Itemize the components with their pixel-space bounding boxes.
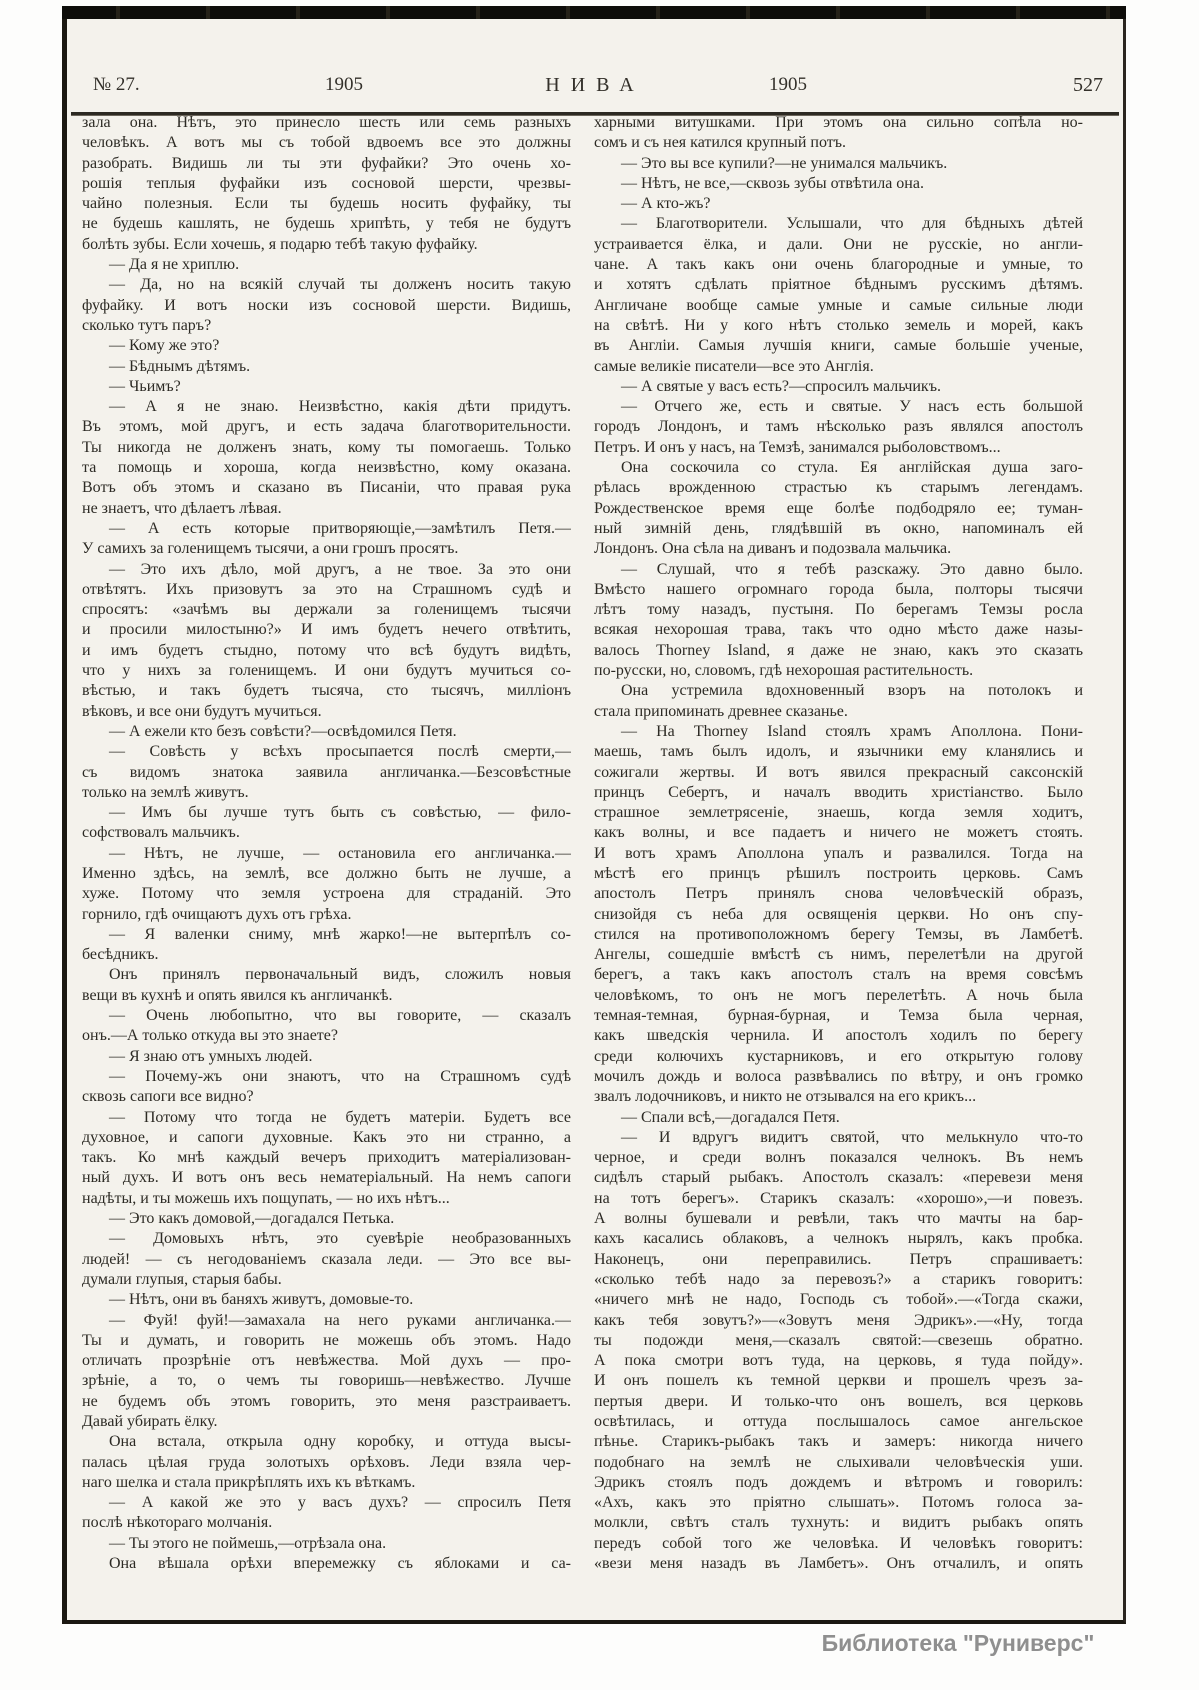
text-line: маешь, тамъ былъ идолъ, и язычники ему кланялись и bbox=[594, 743, 1083, 761]
text-line: пѣнье. Старикъ-рыбакъ такъ и замеръ: никогда ничего bbox=[594, 1433, 1083, 1451]
text-line: снизойдя съ неба для освященія церкви. Но онъ спу- bbox=[594, 905, 1083, 923]
text-line: — Я знаю отъ умныхъ людей. bbox=[109, 1047, 313, 1065]
paragraph bbox=[594, 174, 1083, 194]
text-line: горнило, гдѣ очищаютъ духъ отъ грѣха. bbox=[82, 905, 352, 923]
text-line: черное, и среди волнъ показался челнокъ. Въ немъ bbox=[594, 1149, 1083, 1167]
text-line: спросятъ: «зачѣмъ вы держали за голенищемъ тысячи bbox=[82, 601, 571, 619]
issue-number: № 27. bbox=[93, 74, 140, 95]
text-line: не будемъ объ этомъ говорить, это меня разстраиваетъ. bbox=[82, 1392, 571, 1410]
text-line: сидѣлъ старый рыбакъ. Апостолъ сказалъ: «перевези меня bbox=[594, 1169, 1083, 1187]
paragraph bbox=[82, 357, 571, 377]
paragraph bbox=[82, 377, 571, 397]
paragraph bbox=[82, 336, 571, 356]
text-line: Лондонъ. Она сѣла на диванъ и подозвала мальчика. bbox=[594, 540, 952, 558]
text-line: человѣкомъ, то онъ не могъ перелетѣть. А ночь была bbox=[594, 986, 1083, 1004]
text-line: ты подожди меня,—сказалъ святой:—свезешь обратно. bbox=[594, 1331, 1083, 1349]
text-line: сомъ и съ нея катился крупный потъ. bbox=[594, 134, 846, 152]
text-line: отвѣтятъ. Ихъ призовутъ за это на Страшномъ судѣ и bbox=[82, 580, 571, 598]
year-right: 1905 bbox=[769, 74, 807, 95]
text-line: — Потому что тогда не будетъ матеріи. Будетъ все bbox=[109, 1108, 571, 1126]
text-line: съ видомъ знатока заявила англичанка.—Безсовѣстные bbox=[82, 763, 571, 781]
text-line: «вези меня назадъ въ Ламбетъ». Онъ отчалилъ, и опять bbox=[594, 1555, 1083, 1573]
paragraph bbox=[594, 194, 1083, 214]
paragraph bbox=[82, 1432, 571, 1493]
paragraph bbox=[82, 397, 571, 519]
text-line: — Домовыхъ нѣтъ, это суевѣріе необразованныхъ bbox=[109, 1230, 571, 1248]
text-line: вѣковъ, и все они будутъ мучиться. bbox=[82, 702, 322, 720]
paragraph bbox=[82, 519, 571, 560]
text-line: апостолъ Петръ принялъ снова человѣческій образъ, bbox=[594, 885, 1083, 903]
text-line: Вмѣсто нашего огромнаго города была, полторы тысячи bbox=[594, 580, 1083, 598]
paragraph bbox=[82, 1047, 571, 1067]
text-line: мѣстѣ его принцъ рѣшилъ построить церковь. Самъ bbox=[594, 864, 1083, 882]
text-line: рѣлась врожденною страстью къ старымъ легендамъ. bbox=[594, 479, 1083, 497]
text-line: принцъ Себертъ, и началъ вводить христіанство. Было bbox=[594, 783, 1083, 801]
text-line: — Да я не хриплю. bbox=[109, 256, 240, 274]
text-line: ный духъ. И вотъ онъ весь нематеріальный. На немъ сапоги bbox=[82, 1169, 571, 1187]
text-line: та помощь и хороша, когда неизвѣстно, кому оказана. bbox=[82, 459, 571, 477]
text-line: Ты и думать, и говорить не можешь объ этомъ. Надо bbox=[82, 1331, 571, 1349]
text-line: берегъ, а такъ какъ апостолъ сталъ на время совсѣмъ bbox=[594, 966, 1083, 984]
paragraph bbox=[82, 255, 571, 275]
paragraph bbox=[82, 965, 571, 1006]
paragraph bbox=[82, 1554, 571, 1574]
text-line: такъ. Ко мнѣ каждый вечеръ приходитъ матеріализован- bbox=[82, 1149, 571, 1167]
text-line: Именно здѣсь, на землѣ, все должно быть не лучше, а bbox=[82, 864, 571, 882]
text-line: — Нѣтъ, они въ баняхъ живутъ, домовые-то. bbox=[109, 1291, 414, 1309]
text-line: кахъ касались облаковъ, а челнокъ нырялъ, какъ пробка. bbox=[594, 1230, 1083, 1248]
text-line: и имъ будетъ стыдно, потому что всѣ будутъ видѣть, bbox=[82, 641, 571, 659]
paragraph bbox=[82, 1311, 571, 1433]
text-line: — А кто-жъ? bbox=[621, 195, 711, 213]
text-line: отличать прозрѣніе отъ невѣжества. Мой духъ — про- bbox=[82, 1352, 571, 1370]
text-line: думали глупыя, старыя бабы. bbox=[82, 1270, 282, 1288]
text-line: Онъ принялъ первоначальный видъ, сложилъ новыя bbox=[109, 966, 571, 984]
text-line: — Имъ бы лучше тутъ быть съ совѣстью, — фило- bbox=[109, 804, 571, 822]
text-line: пертыя двери. И только-что онъ вошелъ, вся церковь bbox=[594, 1392, 1083, 1410]
text-line: зрѣніе, а то, о чемъ ты говоришь—невѣжество. Лучше bbox=[82, 1372, 571, 1390]
text-line: — Ты этого не поймешь,—отрѣзала она. bbox=[109, 1534, 387, 1552]
text-line: «ничего мнѣ не надо, Господь съ тобой».—«Тогда скажи, bbox=[594, 1291, 1083, 1309]
text-line: У самихъ за голенищемъ тысячи, а они грошъ просятъ. bbox=[82, 540, 459, 558]
text-line: вѣстью, и такъ будетъ тысяча, сто тысячъ, милліонъ bbox=[82, 682, 571, 700]
paragraph bbox=[594, 722, 1083, 1108]
text-line: И вотъ храмъ Аполлона упалъ и развалился. Тогда на bbox=[594, 844, 1083, 862]
text-line: и просили милостыню?» И имъ будетъ нечего отвѣтить, bbox=[82, 621, 571, 639]
paragraph bbox=[82, 722, 571, 742]
paragraph bbox=[82, 742, 571, 803]
text-line: А волны бушевали и ревѣли, такъ что мачты на бар- bbox=[594, 1210, 1083, 1228]
page-number: 527 bbox=[1073, 74, 1103, 96]
text-line: Петръ. И онъ у насъ, на Темзѣ, занимался рыболовствомъ... bbox=[594, 438, 1001, 456]
paragraph bbox=[82, 1209, 571, 1229]
paragraph bbox=[594, 681, 1083, 722]
text-line: ный зимній день, глядѣвшій въ окно, напоминалъ ей bbox=[594, 519, 1083, 537]
text-line: чайно полезныя. Если ты будешь носить фуфайку, ты bbox=[82, 195, 571, 213]
text-line: Она устремила вдохновенный взоръ на потолокъ и bbox=[621, 682, 1083, 700]
text-column-right bbox=[594, 113, 1083, 1574]
text-line: Она встала, открыла одну коробку, и оттуда высы- bbox=[109, 1433, 571, 1451]
text-line: звалъ лодочниковъ, и никто не отзывался на его крикъ... bbox=[594, 1088, 977, 1106]
text-line: — Очень любопытно, что вы говорите, — сказалъ bbox=[109, 1007, 571, 1025]
text-line: Эдрикъ стоялъ подъ дождемъ и вѣтромъ и говорилъ: bbox=[594, 1473, 1083, 1491]
text-line: самые великіе писатели—все это Англія. bbox=[594, 357, 874, 375]
paragraph bbox=[82, 1534, 571, 1554]
text-line: — Благотворители. Услышали, что для бѣдныхъ дѣтей bbox=[621, 215, 1083, 233]
text-line: валось Thorney Island, я даже не знаю, какъ это сказать bbox=[594, 641, 1083, 659]
text-line: какъ волны, и все падаетъ и ничего не можетъ стоять. bbox=[594, 824, 1083, 842]
text-line: духовное, и сапоги духовные. Какъ это ни странно, а bbox=[82, 1128, 571, 1146]
text-line: харными витушками. При этомъ она сильно сопѣла но- bbox=[594, 114, 1083, 131]
text-line: устраивается ёлка, и дали. Они не русскіе, но англи- bbox=[594, 235, 1083, 253]
text-line: — На Thorney Island стоялъ храмъ Аполлона. Пони- bbox=[621, 722, 1083, 740]
text-line: — Почему-жъ они знаютъ, что на Страшномъ судѣ bbox=[109, 1067, 571, 1085]
text-line: на свѣтѣ. Ни у кого нѣтъ столько земель и морей, какъ bbox=[594, 316, 1083, 334]
text-line: подобнаго на землѣ не слыхивали человѣческія уши. bbox=[594, 1453, 1083, 1471]
scanned-page bbox=[62, 6, 1126, 1624]
text-line: надѣты, и ты можешь ихъ пощупать, — но ихъ нѣтъ... bbox=[82, 1189, 450, 1207]
paragraph bbox=[594, 377, 1083, 397]
paragraph bbox=[594, 458, 1083, 559]
text-line: передъ собой того же человѣка. И человѣкъ говоритъ: bbox=[594, 1534, 1083, 1552]
text-line: — Бѣднымъ дѣтямъ. bbox=[109, 357, 251, 375]
text-line: и хотятъ сдѣлать пріятное бѣднымъ русскимъ дѣтямъ. bbox=[594, 276, 1083, 294]
text-line: Англичане вообще самые умные и самые сильные люди bbox=[594, 296, 1083, 314]
text-line: что у нихъ за голенищемъ. И они будутъ мучиться со- bbox=[82, 662, 571, 680]
text-line: — Нѣтъ, не лучше, — остановила его англичанка.— bbox=[109, 844, 571, 862]
text-line: «Ахъ, какъ это пріятно слышать». Потомъ голоса за- bbox=[594, 1494, 1083, 1512]
text-line: — Слушай, что я тебѣ разскажу. Это давно было. bbox=[621, 560, 1083, 578]
paragraph bbox=[82, 1108, 571, 1209]
paragraph bbox=[594, 214, 1083, 376]
paragraph bbox=[82, 560, 571, 722]
text-line: — Да, но на всякій случай ты долженъ носить такую bbox=[109, 276, 571, 294]
text-line: Ангелы, сошедшіе вмѣстѣ съ нимъ, перелетѣли на другой bbox=[594, 946, 1083, 964]
text-line: фуфайку. И вотъ носки изъ сосновой шерсти. Видишь, bbox=[82, 296, 571, 314]
paragraph bbox=[82, 844, 571, 925]
text-line: Вотъ объ этомъ и сказано въ Писаніи, что правая рука bbox=[82, 479, 571, 497]
text-line: какъ шведскія чернила. И апостолъ ходилъ по берегу bbox=[594, 1027, 1083, 1045]
paragraph bbox=[82, 1006, 571, 1047]
text-line: Она вѣшала орѣхи вперемежку съ яблоками и са- bbox=[109, 1555, 571, 1573]
scan-edge-band bbox=[62, 6, 1126, 19]
text-line: стала припоминать древнее сказанье. bbox=[594, 702, 848, 720]
text-line: Рождественское время еще болѣе подбодряло ее; туман- bbox=[594, 499, 1083, 517]
paragraph bbox=[594, 560, 1083, 682]
text-line: на тотъ берегъ». Старикъ сказалъ: «хорошо»,—и повезъ. bbox=[594, 1189, 1083, 1207]
text-line: софствовалъ мальчикъ. bbox=[82, 824, 240, 842]
text-line: сквозь сапоги все видно? bbox=[82, 1088, 254, 1106]
paragraph bbox=[82, 925, 571, 966]
text-line: «сколько тебѣ надо за перевозъ?» а старикъ говоритъ: bbox=[594, 1270, 1083, 1288]
text-column-left bbox=[82, 113, 571, 1574]
paragraph bbox=[82, 1290, 571, 1310]
text-line: рошія теплыя фуфайки изъ сосновой шерсти, чрезвы- bbox=[82, 174, 571, 192]
text-line: — Нѣтъ, не все,—сквозь зубы отвѣтила она. bbox=[621, 174, 924, 192]
text-line: — Фуй! фуй!—замахала на него руками англичанка.— bbox=[109, 1311, 571, 1329]
year-left: 1905 bbox=[325, 74, 363, 95]
text-line: не будешь кашлять, не будешь хрипѣть, у тебя не будутъ bbox=[82, 215, 571, 233]
paragraph bbox=[82, 113, 571, 255]
text-line: — Чьимъ? bbox=[109, 377, 181, 395]
text-line: разобрать. Видишь ли ты эти фуфайки? Это очень хо- bbox=[82, 154, 571, 172]
text-line: человѣкъ. А вотъ мы съ тобой вдвоемъ все это должны bbox=[82, 134, 571, 152]
text-line: — Это ихъ дѣло, мой другъ, а не твое. За это они bbox=[109, 560, 571, 578]
text-line: только на землѣ живутъ. bbox=[82, 783, 249, 801]
paragraph bbox=[82, 1493, 571, 1534]
text-line: зала она. Нѣтъ, это принесло шесть или семь разныхъ bbox=[82, 114, 571, 131]
text-line: — А какой же это у васъ духъ? — спросилъ Петя bbox=[109, 1494, 571, 1512]
paragraph bbox=[594, 113, 1083, 154]
text-line: страшное землетрясеніе, знаешь, когда земля ходитъ, bbox=[594, 804, 1083, 822]
text-line: А пока смотри вотъ туда, на церковь, я туда пойду». bbox=[594, 1352, 1083, 1370]
text-line: Ты никогда не долженъ знать, кому ты помогаешь. Только bbox=[82, 438, 571, 456]
text-line: — А святые у васъ есть?—спросилъ мальчикъ. bbox=[621, 377, 941, 395]
text-line: вещи въ кухнѣ и опять явился къ англичанкѣ. bbox=[82, 986, 393, 1004]
paragraph bbox=[82, 275, 571, 336]
text-line: людей! — съ негодованіемъ сказала леди. — Это все вы- bbox=[82, 1250, 571, 1268]
text-line: наго шелка и стала прикрѣплять ихъ къ вѣткамъ. bbox=[82, 1473, 416, 1491]
text-line: городъ Лондонъ, и тамъ нѣсколько разъ являлся апостолъ bbox=[594, 418, 1083, 436]
text-line: — Я валенки сниму, мнѣ жарко!—не вытерпѣлъ со- bbox=[109, 925, 571, 943]
text-line: бесѣдникъ. bbox=[82, 946, 159, 964]
text-line: — А я не знаю. Неизвѣстно, какія дѣти придутъ. bbox=[109, 398, 571, 416]
text-line: — Спали всѣ,—догадался Петя. bbox=[621, 1108, 840, 1126]
text-line: палась цѣлая груда золотыхъ орѣховъ. Леди взяла чер- bbox=[82, 1453, 571, 1471]
text-line: — Это какъ домовой,—догадался Петька. bbox=[109, 1210, 395, 1228]
text-line: освѣтилась, и оттуда послышалось самое ангельское bbox=[594, 1413, 1083, 1430]
text-line: въ Англіи. Самыя лучшія книги, самые большіе ученые, bbox=[594, 337, 1083, 355]
text-line: болѣть зубы. Если хочешь, я подарю тебѣ такую фуфайку. bbox=[82, 235, 478, 253]
magazine-title: НИВА bbox=[545, 74, 645, 96]
text-line: какъ тебя зовутъ?»—«Зовутъ меня Эдрикъ».—«Ну, тогда bbox=[594, 1311, 1083, 1329]
text-line: стился на противоположномъ берегу Темзы, въ Ламбетѣ. bbox=[594, 925, 1083, 943]
paragraph bbox=[594, 1128, 1083, 1575]
text-line: не знаетъ, что дѣлаетъ лѣвая. bbox=[82, 499, 282, 517]
text-line: Она соскочила со стула. Ея англійская душа заго- bbox=[621, 459, 1083, 477]
text-line: — Это вы все купили?—не унимался мальчикъ. bbox=[621, 154, 948, 172]
text-line: лѣтъ тому назадъ, пустыня. По берегамъ Темзы росла bbox=[594, 601, 1083, 619]
text-line: — Отчего же, есть и святые. У насъ есть большой bbox=[621, 398, 1083, 416]
page-header bbox=[67, 74, 1123, 104]
text-line: послѣ нѣкотораго молчанія. bbox=[82, 1514, 273, 1532]
text-line: — И вдругъ видитъ святой, что мелькнуло что-то bbox=[621, 1128, 1083, 1146]
text-line: по-русски, но, словомъ, гдѣ нехорошая растительность. bbox=[594, 662, 974, 680]
text-line: Наконецъ, они переправились. Петръ спрашиваетъ: bbox=[594, 1250, 1083, 1268]
text-line: Въ этомъ, мой другъ, и есть задача благотворительности. bbox=[82, 418, 571, 436]
text-line: — А ежели кто безъ совѣсти?—освѣдомился Петя. bbox=[109, 722, 457, 740]
text-line: — Совѣсть у всѣхъ просыпается послѣ смерти,— bbox=[109, 743, 571, 761]
watermark: Библиотека "Руниверс" bbox=[821, 1630, 1095, 1656]
text-line: сожигали жертвы. И вотъ явился прекрасный саксонскій bbox=[594, 763, 1083, 781]
text-line: онъ.—А только откуда вы это знаете? bbox=[82, 1027, 338, 1045]
text-line: сколько тутъ паръ? bbox=[82, 316, 212, 334]
paragraph bbox=[594, 154, 1083, 174]
text-line: — А есть которые притворяющіе,—замѣтилъ Петя.— bbox=[109, 519, 571, 537]
text-line: — Кому же это? bbox=[109, 337, 220, 355]
text-line: хуже. Потому что земля устроена для страданій. Это bbox=[82, 885, 571, 903]
text-line: И онъ пошелъ къ темной церкви и прошелъ чрезъ за- bbox=[594, 1372, 1083, 1390]
text-line: Давай убирать ёлку. bbox=[82, 1413, 218, 1430]
paragraph bbox=[82, 1067, 571, 1108]
text-line: среди колючихъ кустарниковъ, и его открытую голову bbox=[594, 1047, 1083, 1065]
paragraph bbox=[82, 1229, 571, 1290]
text-line: темная-темная, бурная-бурная, и Темза была черная, bbox=[594, 1007, 1083, 1025]
text-line: всякая нехорошая трава, такъ что одно мѣсто даже назы- bbox=[594, 621, 1083, 639]
paragraph bbox=[594, 1108, 1083, 1128]
text-line: чане. А такъ какъ они очень благородные и умные, то bbox=[594, 256, 1083, 274]
paragraph bbox=[594, 397, 1083, 458]
text-line: мочилъ дождь и волоса развѣвались по вѣтру, и онъ громко bbox=[594, 1067, 1083, 1085]
text-line: молкли, свѣтъ сталъ тухнуть: и видитъ рыбакъ опять bbox=[594, 1514, 1083, 1532]
paragraph bbox=[82, 803, 571, 844]
